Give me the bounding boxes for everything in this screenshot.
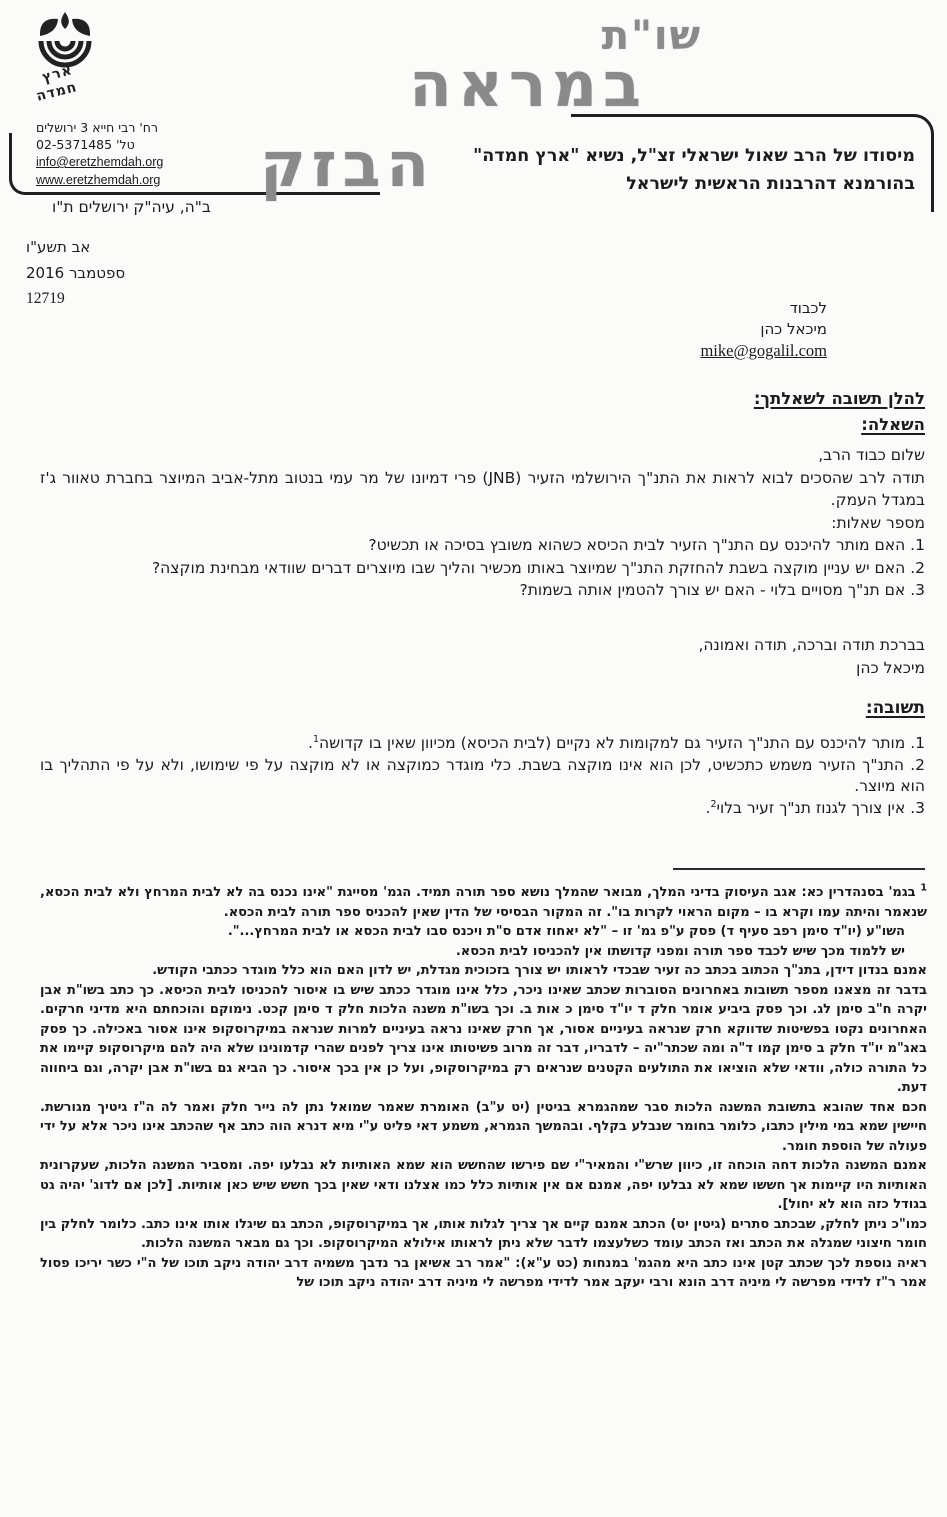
question-body: תודה לרב שהסכים לבוא לראות את התנ"ך הירושלמי הזעיר (JNB) פרי דמיונו של מר עמי בנטוב מתל-אביב המיוצר בחברת טאוור ג'ז במגדל העמק.	[40, 468, 925, 509]
question-item: 3. אם תנ"ך מסויים בלוי - האם יש צורך להטמין אותה בשמות?	[519, 581, 925, 599]
closing-blessing: בברכת תודה וברכה, תודה ואמונה,	[698, 636, 925, 654]
footnote-paragraph: יש ללמוד מכך שיש לכבד ספר תורה ומפני קדושתו אין להכניסו לבית הכסא.	[455, 943, 905, 959]
org-name-script-line1: ארץ	[40, 62, 75, 86]
question-heading: השאלה:	[861, 415, 925, 434]
org-logo	[28, 10, 112, 122]
answer-item: 3. אין צורך לגנוז תנ"ך זעיר בלוי$^2$.	[705, 798, 925, 817]
question-item: 1. האם מותר להיכנס עם התנ"ך הזעיר לבית הכיסא כשהוא משובץ בסיכה או תכשיט?	[368, 536, 925, 554]
footnote-paragraph: אמנם המשנה הלכות דחה הוכחה זו, כיוון שרש"י והמאיר"י שם פירשו שהחשש הוא שמא האותיות לא נבלעו יפה. ומסביר המשנה הלכות, שעקרונית האותיות היו קיימות אך חששו שמא לא נבלעו יפה, אמנם אם אין אותיות כלל כמו אצלנו ודאי שאין בכך חשש שיש כאן אותיות. [לכן אם לדוג' יהיה גט בגודל כזה הוא לא יחול].	[40, 1158, 927, 1212]
footnote-marker: 1	[920, 882, 927, 894]
contact-email-link[interactable]: info@eretzhemdah.org	[36, 155, 164, 169]
letterhead	[0, 0, 947, 232]
contact-website-link[interactable]: www.eretzhemdah.org	[36, 173, 161, 187]
recipient-name: מיכאל כהן	[760, 320, 827, 338]
footnote-paragraph: $^1$ בגמ' בסנהדרין כא: אגב העיסוק בדיני המלך, מבואר שהמלך נושא ספר תורה תמיד. הגמ' מסייגת "אינו נכנס בה לא לבית המרחץ ולא לבית הכסא, שנאמר והיתה עמו וקרא בו – מקום הראוי לקרות בו". זה המקור הבסיסי של הדין שאין להכניס ספר תורה לבית הכסא.	[40, 882, 927, 920]
question-list	[40, 534, 925, 602]
intro-heading: להלן תשובה לשאלתך:	[753, 389, 925, 408]
question-section	[40, 444, 925, 602]
answer-item: 2. התנ"ך הזעיר משמש כתכשיט, לכן הוא אינו מוקצה בשבת. כלי מוגדר כמוקצה או לא מוקצה על פי שימושו, ולא על פי התהליך בו הוא מיוצר.	[40, 755, 925, 795]
contact-address: רח' רבי חייא 3 ירושלים	[36, 120, 159, 135]
date-block	[26, 234, 125, 312]
section-headings	[754, 386, 925, 438]
contact-phone: טל' 02-5371485	[36, 137, 135, 152]
answer-item: 1. מותר להיכנס עם התנ"ך הזעיר גם למקומות לא נקיים (לבית הכיסא) מכיוון שאין בו קדושה$^1$.	[308, 733, 925, 752]
org-name-script-line2: חמדה	[34, 79, 79, 105]
hebrew-date: אב תשע"ו	[26, 238, 91, 256]
answer-heading: תשובה:	[865, 698, 925, 718]
recipient-salutation: לכבוד	[789, 299, 827, 317]
contact-block	[36, 119, 246, 189]
footnote-ref: 2	[710, 798, 717, 810]
question-item: 2. האם יש עניין מוקצה בשבת להחזקת התנ"ך שמיוצר באותו מכשיר והליך שבו מיוצרים דברים שוודאי מבחינת מוקצה?	[151, 558, 925, 577]
question-closing	[698, 634, 925, 679]
letterhead-subtitle	[473, 142, 915, 198]
footnote-paragraph: השו"ע (יו"ד סימן רפב סעיף ד) פסק ע"פ גמ' זו – "לא יאחוז אדם ס"ת ויכנס סבו לבית הכסא או לבית המרחץ...".	[227, 924, 905, 939]
footnote-paragraph: חכם אחד שהובא בתשובת המשנה הלכות סבר שמהגמרא בגיטין (יט ע"ב) האומרת שאמר שמואל נתן לה נייר חלק ואמר לה ה"ז גיטיך מגורשת. חיישין שמא במי מילין כתבו, כלומר בחומר שנבלע בקלף. ובהמשך הגמרא, משמע דאי פליט ע"י מיא דנרא הוה כתב אף שהכתב אינו ניכר אלא על ידי פעולה של הוספת חומר.	[40, 1099, 927, 1154]
reference-number: 12719	[26, 290, 65, 307]
recipient-block	[700, 298, 827, 362]
question-list-intro: מספר שאלות:	[831, 513, 925, 532]
footnotes-body	[40, 883, 927, 1293]
footnotes-section	[40, 868, 927, 1293]
signature-name: מיכאל כהן	[856, 658, 925, 677]
footnote-paragraph: אמנם בנדון דידן, בתנ"ך הכתוב בכתב כה זעיר שבכדי לראותו יש צורך בזכוכית מגדלת, יש לדון האם הוא כלל מוגדר ככתבי הקודש.	[152, 963, 927, 978]
footnote-paragraph: כמו"כ ניתן לחלק, שבכתב סתרים (גיטין יט) הכתב אמנם קיים אך צריך לגלות אותו, אך במיקרוסקופ, הכתב גם שיגלו אותו אינו כתב. כלומר לחלק בין חומר חיצוני שמגלה את הכתב ואז הכתב עומד כשלעצמו לדבר שלא ניתן לראותו אילולא המיקרוסקופ. וכך גם מבאר המשנה הלכות.	[40, 1216, 927, 1251]
recipient-email-link[interactable]: mike@gogalil.com	[700, 341, 827, 360]
gregorian-date: ספטמבר 2016	[26, 264, 126, 282]
blessing-line: ב"ה, עיה"ק ירושלים ת"ו	[52, 198, 211, 216]
answer-list	[40, 733, 925, 819]
responsa-title-habazak: הבזק	[260, 128, 435, 201]
subtitle-line-2: בהורמנא דהרבנות הראשית לישראל	[626, 174, 915, 194]
responsa-title-shut: שו"ת	[601, 12, 702, 59]
question-greeting: שלום כבוד הרב,	[818, 446, 925, 464]
footnote-divider	[673, 868, 925, 870]
footnote-ref: 1	[312, 733, 320, 745]
footnote-paragraph: בדבר זה מצאנו מספר תשובות באחרונים הסוברות שכתב שאינו ניכר, כלל אינו מוגדר ככתב שיש בו איסור להכניסו לבית הכיסא. כך כתב בשו"ת אבן יקרה ח"ב סימן לג. וכך פסק ביביע אומר חלק ד יו"ד סימן כ אות ב. וכך בשו"ת משנה הלכות חלק ד סימן קכט. נימוקם והוכחתם היא מדיני חרקים. האחרונים נקטו בפשיטות שדווקא חרק שנראה בעיניים אסור, אך חרק שאינו נראה בעיניים למרות שנראה במיקרוסקופ אינו אסור באכילה. כך פסק באג"מ יו"ד חלק ב סימן קמו ד"ה ומה שכתר"יה – לדבריו, דבר זה מרוב פשיטותו אינו צריך לפנים שהרי קדמונינו שלא היה להם מיקרוסקופ קיימו את כל התורה כולה, וודאי שלא הוציאו את התולעים הקטנים שנראים רק במיקרוסקופ, ועל כן אין בכך איסור. כך הביא גם בשו"ת אבן יקרה, וגם ביחווה דעת.	[40, 982, 927, 1095]
responsa-title-bemareh: במראה	[409, 48, 647, 121]
subtitle-line-1: מיסודו של הרב שאול ישראלי זצ"ל, נשיא "ארץ חמדה"	[473, 146, 915, 166]
footnote-paragraph: ראיה נוספת לכך שכתב קטן אינו כתב היא מהגמ' במנחות (כט ע"א): "אמר רב אשיאן בר נדבך משמיה דרב יהודה ניקב תוכו של ה"י כשר יריכו פסול אמר ר"ז לדידי מפרשה לי מיניה דרב הונא ורבי יעקב אמר לדידי מפרשה לי מיניה דרב יהודה ניקב תוכו של	[40, 1255, 927, 1290]
